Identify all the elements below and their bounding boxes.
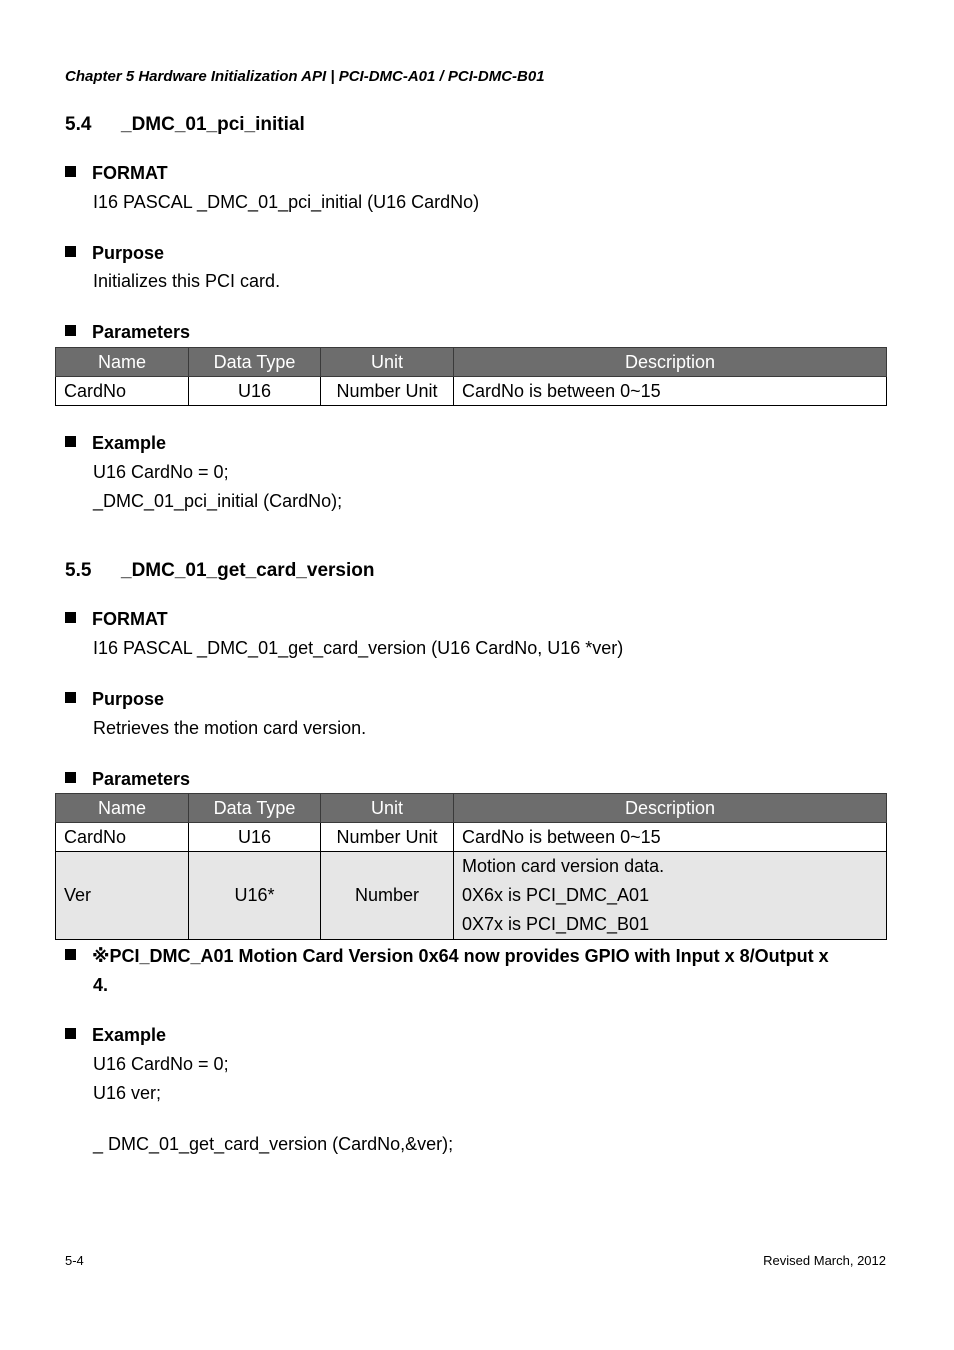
bullet-square-icon xyxy=(65,166,76,177)
example-code-line: U16 CardNo = 0; xyxy=(93,462,229,482)
bullet-square-icon xyxy=(65,1028,76,1039)
purpose-heading: Purpose xyxy=(65,689,164,710)
section-title-5-4 xyxy=(65,114,305,136)
param-unit: Number Unit xyxy=(321,377,454,406)
format-heading: FORMAT xyxy=(65,609,168,630)
format-heading: FORMAT xyxy=(65,163,168,184)
table-row xyxy=(56,852,887,940)
revision-date: Revised March, 2012 xyxy=(763,1253,886,1268)
purpose-heading: Purpose xyxy=(65,243,164,264)
parameters-table xyxy=(55,347,887,406)
column-header: Description xyxy=(454,794,887,823)
param-name: CardNo xyxy=(56,377,189,406)
column-header: Unit xyxy=(321,794,454,823)
column-header: Data Type xyxy=(189,794,321,823)
example-heading: Example xyxy=(65,433,166,454)
param-name: CardNo xyxy=(56,823,189,852)
table-row xyxy=(56,823,887,852)
section-name: _DMC_01_get_card_version xyxy=(121,560,375,581)
bullet-square-icon xyxy=(65,949,76,960)
bullet-square-icon xyxy=(65,325,76,336)
param-type: U16 xyxy=(189,823,321,852)
section-number: 5.4 xyxy=(65,114,92,135)
bullet-square-icon xyxy=(65,612,76,623)
example-code-line: _ DMC_01_get_card_version (CardNo,&ver); xyxy=(93,1134,454,1154)
purpose-text: Retrieves the motion card version. xyxy=(93,718,367,738)
bullet-square-icon xyxy=(65,436,76,447)
section-name: _DMC_01_pci_initial xyxy=(121,114,305,135)
param-description: CardNo is between 0~15 xyxy=(454,823,887,852)
column-header: Description xyxy=(454,348,887,377)
purpose-text: Initializes this PCI card. xyxy=(93,271,281,291)
section-number: 5.5 xyxy=(65,560,92,581)
version-note: ※PCI_DMC_A01 Motion Card Version 0x64 now provides GPIO with Input x 8/Output x 4. xyxy=(65,942,890,1000)
column-header: Name xyxy=(56,348,189,377)
bullet-square-icon xyxy=(65,246,76,257)
column-header: Name xyxy=(56,794,189,823)
parameters-heading: Parameters xyxy=(65,769,190,790)
page-number: 5-4 xyxy=(65,1253,84,1268)
description-line: Motion card version data. xyxy=(462,856,665,876)
format-signature: I16 PASCAL _DMC_01_get_card_version (U16 CardNo, U16 *ver) xyxy=(93,638,624,658)
format-signature: I16 PASCAL _DMC_01_pci_initial (U16 CardNo) xyxy=(93,192,480,212)
table-row xyxy=(56,377,887,406)
description-line: 0X7x is PCI_DMC_B01 xyxy=(462,914,650,934)
param-type: U16* xyxy=(189,852,321,940)
example-code-line: U16 ver; xyxy=(93,1083,162,1103)
column-header: Unit xyxy=(321,348,454,377)
chapter-header: Chapter 5 Hardware Initialization API | PCI-DMC-A01 / PCI-DMC-B01 xyxy=(65,68,545,85)
bullet-square-icon xyxy=(65,692,76,703)
param-type: U16 xyxy=(189,377,321,406)
param-unit: Number xyxy=(321,852,454,940)
parameters-heading: Parameters xyxy=(65,322,190,343)
example-code-line: U16 CardNo = 0; xyxy=(93,1054,229,1074)
param-name: Ver xyxy=(56,852,189,940)
parameters-table xyxy=(55,793,887,940)
param-unit: Number Unit xyxy=(321,823,454,852)
bullet-square-icon xyxy=(65,772,76,783)
section-title-5-5 xyxy=(65,560,374,582)
param-description: CardNo is between 0~15 xyxy=(454,377,887,406)
column-header: Data Type xyxy=(189,348,321,377)
description-line: 0X6x is PCI_DMC_A01 xyxy=(462,885,650,905)
example-code-line: _DMC_01_pci_initial (CardNo); xyxy=(93,491,343,511)
param-description xyxy=(454,852,887,940)
table-header-row xyxy=(56,348,887,377)
table-header-row xyxy=(56,794,887,823)
example-heading: Example xyxy=(65,1025,166,1046)
